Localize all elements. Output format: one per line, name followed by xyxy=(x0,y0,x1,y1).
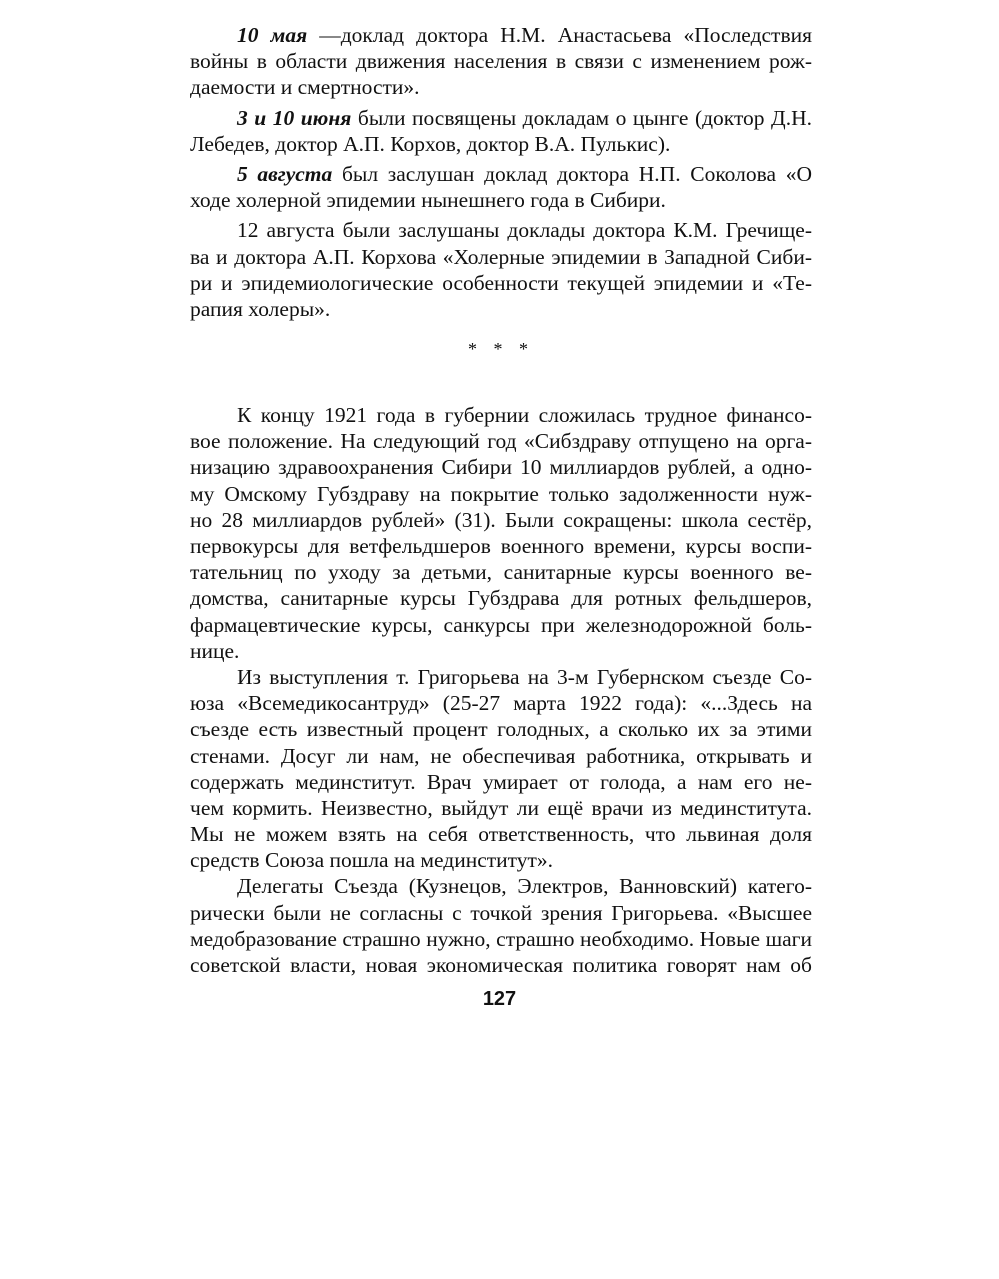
text-line: домства, санитарные курсы Губздрава для ротных фельдшеров, xyxy=(190,586,812,611)
text-line: фармацевтические курсы, санкурсы при железнодорожной боль- xyxy=(190,612,812,637)
text-line: первокурсы для ветфельдшеров военного времени, курсы воспи- xyxy=(190,534,812,558)
text-line xyxy=(190,161,812,187)
text-line: советской власти, новая экономическая политика говорят нам об xyxy=(190,953,812,977)
text-line: даемости и смертности». xyxy=(190,75,420,100)
text-line: Лебедев, доктор А.П. Корхов, доктор В.А. Пулькис). xyxy=(190,131,671,156)
text-line: съезде есть известный процент голодных, а сколько их за этими xyxy=(190,717,812,742)
text-line: ходе холерной эпидемии нынешнего года в Сибири. xyxy=(190,188,666,213)
section-separator: * * * xyxy=(468,339,534,360)
text-line: рапия холеры». xyxy=(190,296,331,321)
entry-date: 5 августа xyxy=(237,161,333,186)
entry-text: были посвящены докладам о цынге (доктор Д.Н. xyxy=(351,105,812,130)
text-line: но 28 миллиардов рублей» (31). Были сокращены: школа сестёр, xyxy=(190,507,812,532)
text-line: К концу 1921 года в губернии сложилась трудное финансо- xyxy=(237,403,812,428)
text-line: вое положение. На следующий год «Сибздраву отпущено на орга- xyxy=(190,429,812,454)
text-line: стенами. Досуг ли нам, не обеспечивая работника, открывать и xyxy=(190,743,812,768)
text-line: му Омскому Губздраву на покрытие только задолженности нуж- xyxy=(190,481,812,506)
text-line: тательниц по уходу за детьми, санитарные курсы военного ве- xyxy=(190,560,812,585)
text-line xyxy=(190,105,812,131)
paragraph-delegates xyxy=(190,873,812,978)
text-line: юза «Всемедикосантруд» (25-27 марта 1922 года): «...Здесь на xyxy=(190,691,812,716)
text-line: 12 августа были заслушаны доклады доктора К.М. Гречище- xyxy=(237,218,812,243)
text-line: Из выступления т. Григорьева на 3-м Губернском съезде Со- xyxy=(237,664,812,689)
text-line: нице. xyxy=(190,638,240,663)
text-line: ри и эпидемиологические особенности текущей эпидемии и «Те- xyxy=(190,270,812,295)
text-line: Мы не можем взять на себя ответственность, что львиная доля xyxy=(190,822,812,847)
text-line xyxy=(190,22,812,48)
entry-12-august xyxy=(190,217,812,322)
entry-june xyxy=(190,105,812,157)
page-number: 127 xyxy=(482,988,517,1010)
paragraph-grigoriev xyxy=(190,664,812,874)
text-line: чем кормить. Неизвестно, выйдут ли ещё врачи из мединститута. xyxy=(190,795,812,820)
entry-date: 10 мая xyxy=(237,23,308,47)
entry-text: был заслушан доклад доктора Н.П. Соколова «О xyxy=(332,161,812,186)
text-line: содержать мединститут. Врач умирает от голода, а нам его не- xyxy=(190,769,812,794)
text-line: Делегаты Съезда (Кузнецов, Электров, Ванновский) катего- xyxy=(237,874,812,899)
text-line: медобразование страшно нужно, страшно необходимо. Новые шаги xyxy=(190,926,812,951)
text-line: средств Союза пошла на мединститут». xyxy=(190,848,554,873)
text-line: войны в области движения населения в связи с изменением рож- xyxy=(190,49,812,74)
entry-5-august xyxy=(190,161,812,213)
entry-date: 3 и 10 июня xyxy=(237,105,352,130)
text-line: рически были не согласны с точкой зрения Григорьева. «Высшее xyxy=(190,900,812,925)
text-line: низацию здравоохранения Сибири 10 миллиардов рублей, а одно- xyxy=(190,455,812,480)
page-body xyxy=(190,22,812,978)
paragraph-finance xyxy=(190,402,812,664)
text-line: ва и доктора А.П. Корхова «Холерные эпидемии в Западной Сиби- xyxy=(190,244,812,269)
entry-text: —доклад доктора Н.М. Анастасьева «Последствия xyxy=(307,23,812,47)
entry-10-may xyxy=(190,22,812,101)
